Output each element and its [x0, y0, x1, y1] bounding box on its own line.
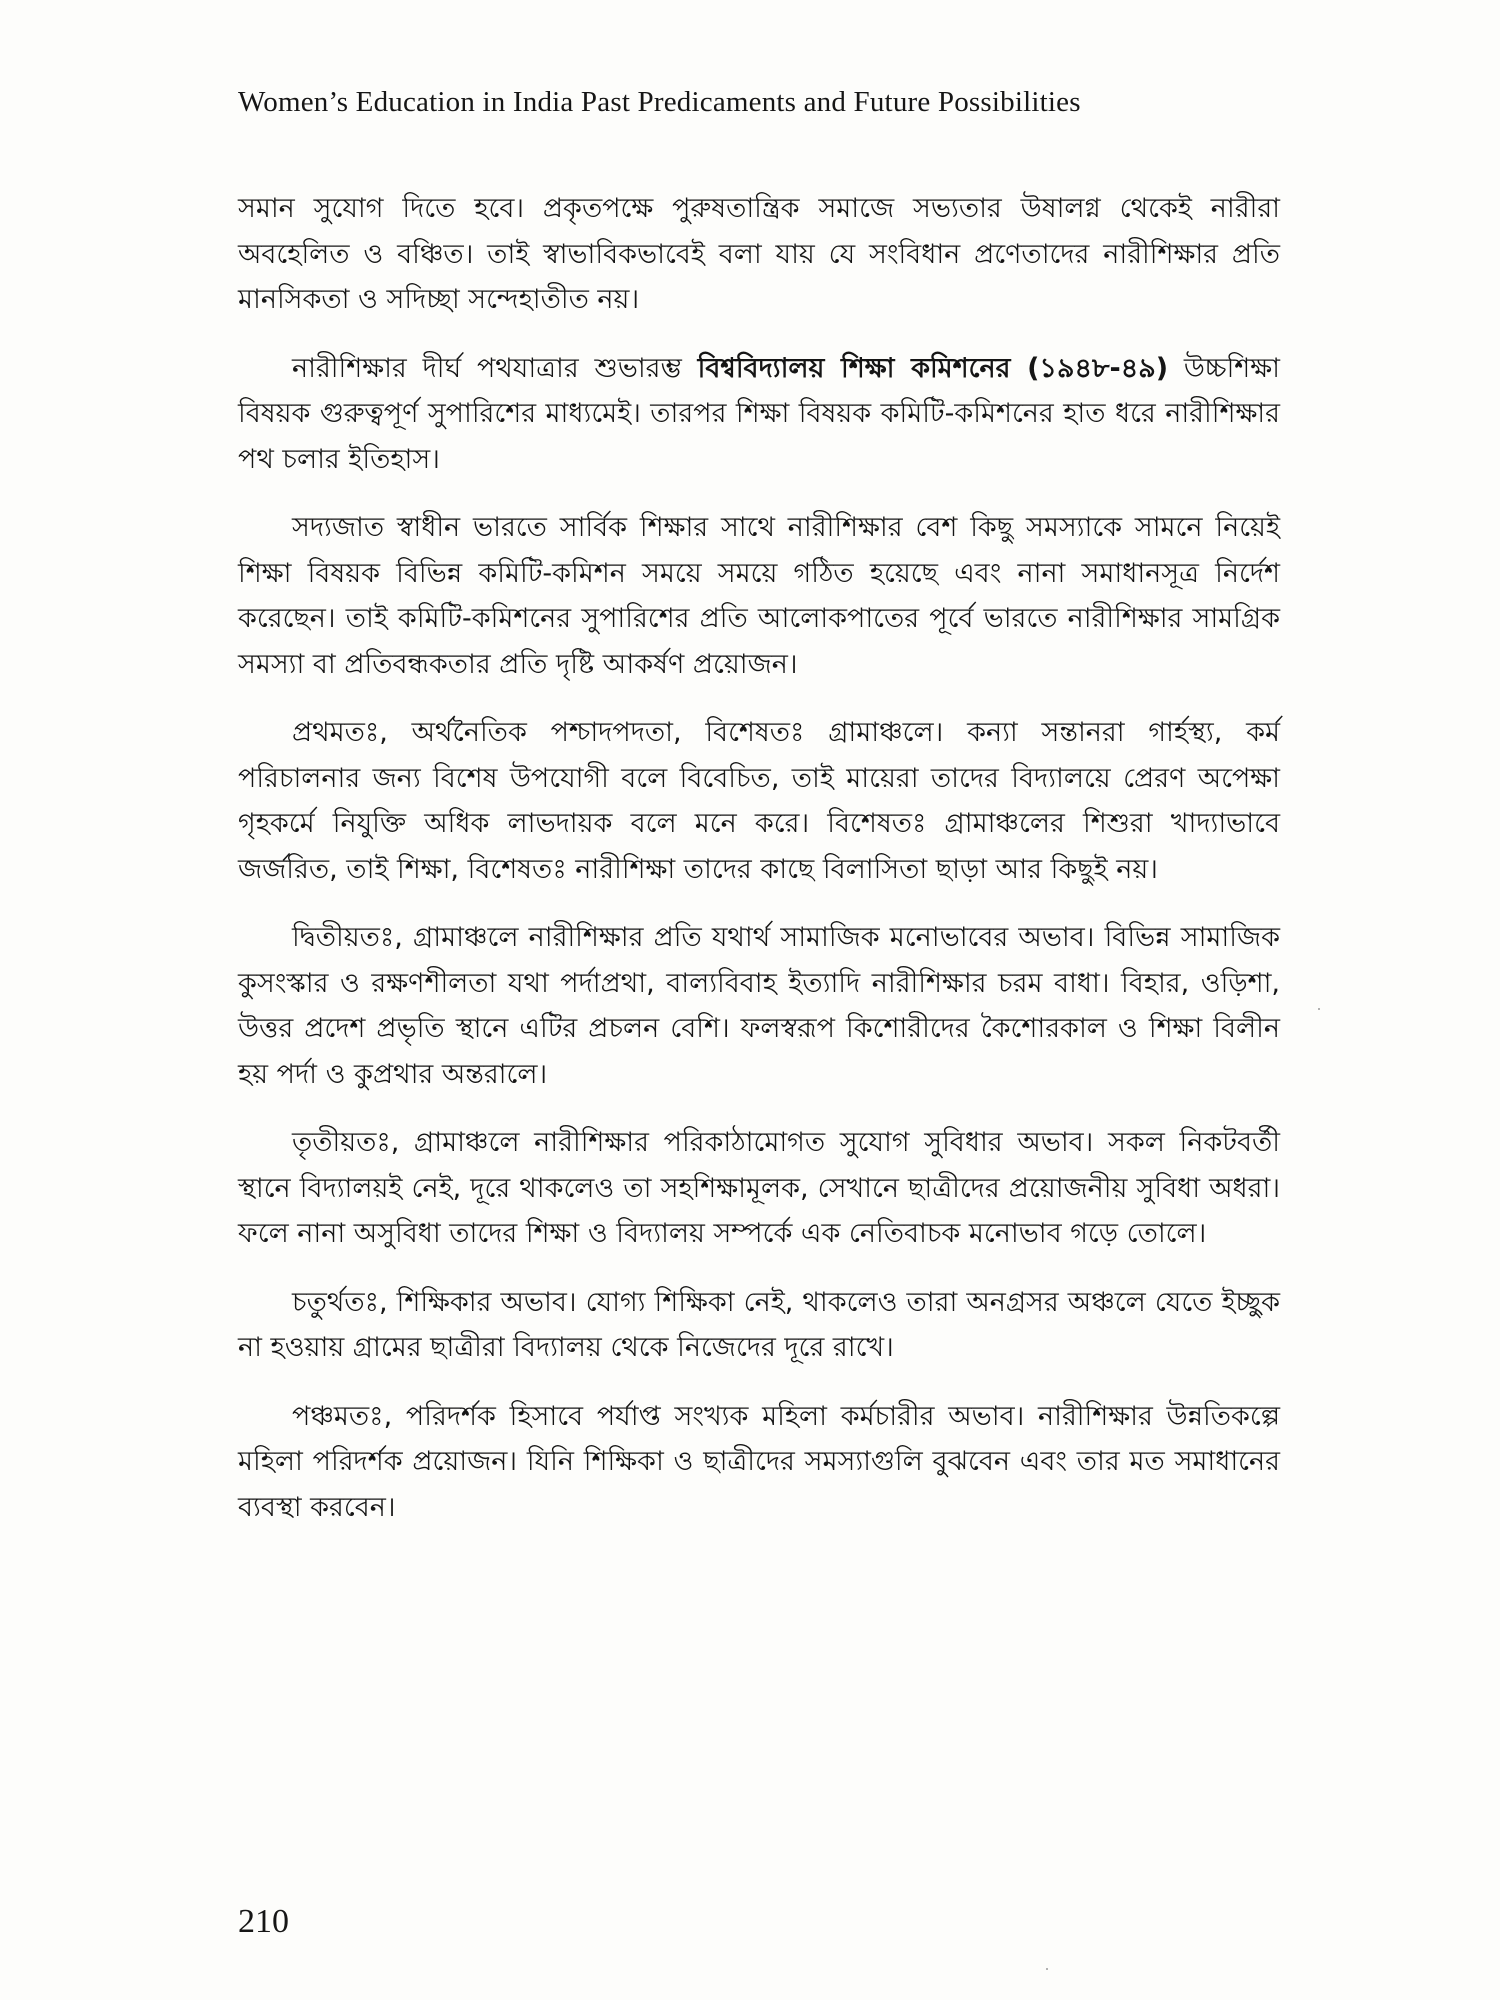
commission-name-bold: বিশ্ববিদ্যালয় শিক্ষা কমিশনের (১৯৪৮-৪৯) [697, 352, 1169, 384]
paragraph-fourth-point: চতুর্থতঃ, শিক্ষিকার অভাব। যোগ্য শিক্ষিকা নেই, থাকলেও তারা অনগ্রসর অঞ্চলে যেতে ইচ্ছুক না হওয়ায় গ্রামের ছাত্রীরা বিদ্যালয় থেকে নিজেদের দূরে রাখে। [238, 1286, 1280, 1363]
paragraph-third-point: তৃতীয়তঃ, গ্রামাঞ্চলে নারীশিক্ষার পরিকাঠামোগত সুযোগ সুবিধার অভাব। সকল নিকটবর্তী স্থানে বিদ্যালয়ই নেই, দূরে থাকলেও তা সহশিক্ষামূলক, সেখানে ছাত্রীদের প্রয়োজনীয় সুবিধা অধরা। ফলে নানা অসুবিধা তাদের শিক্ষা ও বিদ্যালয় সম্পর্কে এক নেতিবাচক মনোভাব গড়ে তোলে। [238, 1127, 1280, 1249]
running-header: Women’s Education in India Past Predicaments and Future Possibilities [238, 86, 1081, 118]
scan-speck [1318, 1008, 1320, 1010]
paragraph-3: সদ্যজাত স্বাধীন ভারতে সার্বিক শিক্ষার সাথে নারীশিক্ষার বেশ কিছু সমস্যাকে সামনে নিয়েই শিক্ষা বিষয়ক বিভিন্ন কমিটি-কমিশন সময়ে সময়ে গঠিত হয়েছে এবং নানা সমাধানসূত্র নির্দেশ করেছেন। তাই কমিটি-কমিশনের সুপারিশের প্রতি আলোকপাতের পূর্বে ভারতে নারীশিক্ষার সামগ্রিক সমস্যা বা প্রতিবন্ধকতার প্রতি দৃষ্টি আকর্ষণ প্রয়োজন। [238, 512, 1280, 680]
paragraph-fifth-point: পঞ্চমতঃ, পরিদর্শক হিসাবে পর্যাপ্ত সংখ্যক মহিলা কর্মচারীর অভাব। নারীশিক্ষার উন্নতিকল্পে মহিলা পরিদর্শক প্রয়োজন। যিনি শিক্ষিকা ও ছাত্রীদের সমস্যাগুলি বুঝবেন এবং তার মত সমাধানের ব্যবস্থা করবেন। [238, 1400, 1280, 1523]
paragraph-2-rest: উচ্চশিক্ষা বিষয়ক গুরুত্বপূর্ণ সুপারিশের মাধ্যমেই। তারপর শিক্ষা বিষয়ক কমিটি-কমিশনের হাত ধরে নারীশিক্ষার পথ চলার ইতিহাস। [238, 352, 1280, 475]
paragraph-2 [238, 346, 1280, 483]
page-number: 210 [238, 1903, 289, 1940]
paragraph-first-point: প্রথমতঃ, অর্থনৈতিক পশ্চাদপদতা, বিশেষতঃ গ্রামাঞ্চলে। কন্যা সন্তানরা গার্হস্থ্য, কর্ম পরিচালনার জন্য বিশেষ উপযোগী বলে বিবেচিত, তাই মায়েরা তাদের বিদ্যালয়ে প্রেরণ অপেক্ষা গৃহকর্মে নিযুক্তি অধিক লাভদায়ক বলে মনে করে। বিশেষতঃ গ্রামাঞ্চলের শিশুরা খাদ্যাভাবে জর্জরিত, তাই শিক্ষা, বিশেষতঃ নারীশিক্ষা তাদের কাছে বিলাসিতা ছাড়া আর কিছুই নয়। [238, 717, 1280, 885]
paragraph-second-point: দ্বিতীয়তঃ, গ্রামাঞ্চলে নারীশিক্ষার প্রতি যথার্থ সামাজিক মনোভাবের অভাব। বিভিন্ন সামাজিক কুসংস্কার ও রক্ষণশীলতা যথা পর্দাপ্রথা, বাল্যবিবাহ ইত্যাদি নারীশিক্ষার চরম বাধা। বিহার, ওড়িশা, উত্তর প্রদেশ প্রভৃতি স্থানে এটির প্রচলন বেশি। ফলস্বরূপ কিশোরীদের কৈশোরকাল ও শিক্ষা বিলীন হয় পর্দা ও কুপ্রথার অন্তরালে। [238, 922, 1280, 1090]
paragraph-1: সমান সুযোগ দিতে হবে। প্রকৃতপক্ষে পুরুষতান্ত্রিক সমাজে সভ্যতার উষালগ্ন থেকেই নারীরা অবহেলিত ও বঞ্চিত। তাই স্বাভাবিকভাবেই বলা যায় যে সংবিধান প্রণেতাদের নারীশিক্ষার প্রতি মানসিকতা ও সদিচ্ছা সন্দেহাতীত নয়। [238, 193, 1280, 315]
paragraph-2-lead: নারীশিক্ষার দীর্ঘ পথযাত্রার শুভারম্ভ [292, 352, 698, 384]
scan-speck [1046, 1968, 1048, 1970]
body-text [238, 186, 1280, 1553]
